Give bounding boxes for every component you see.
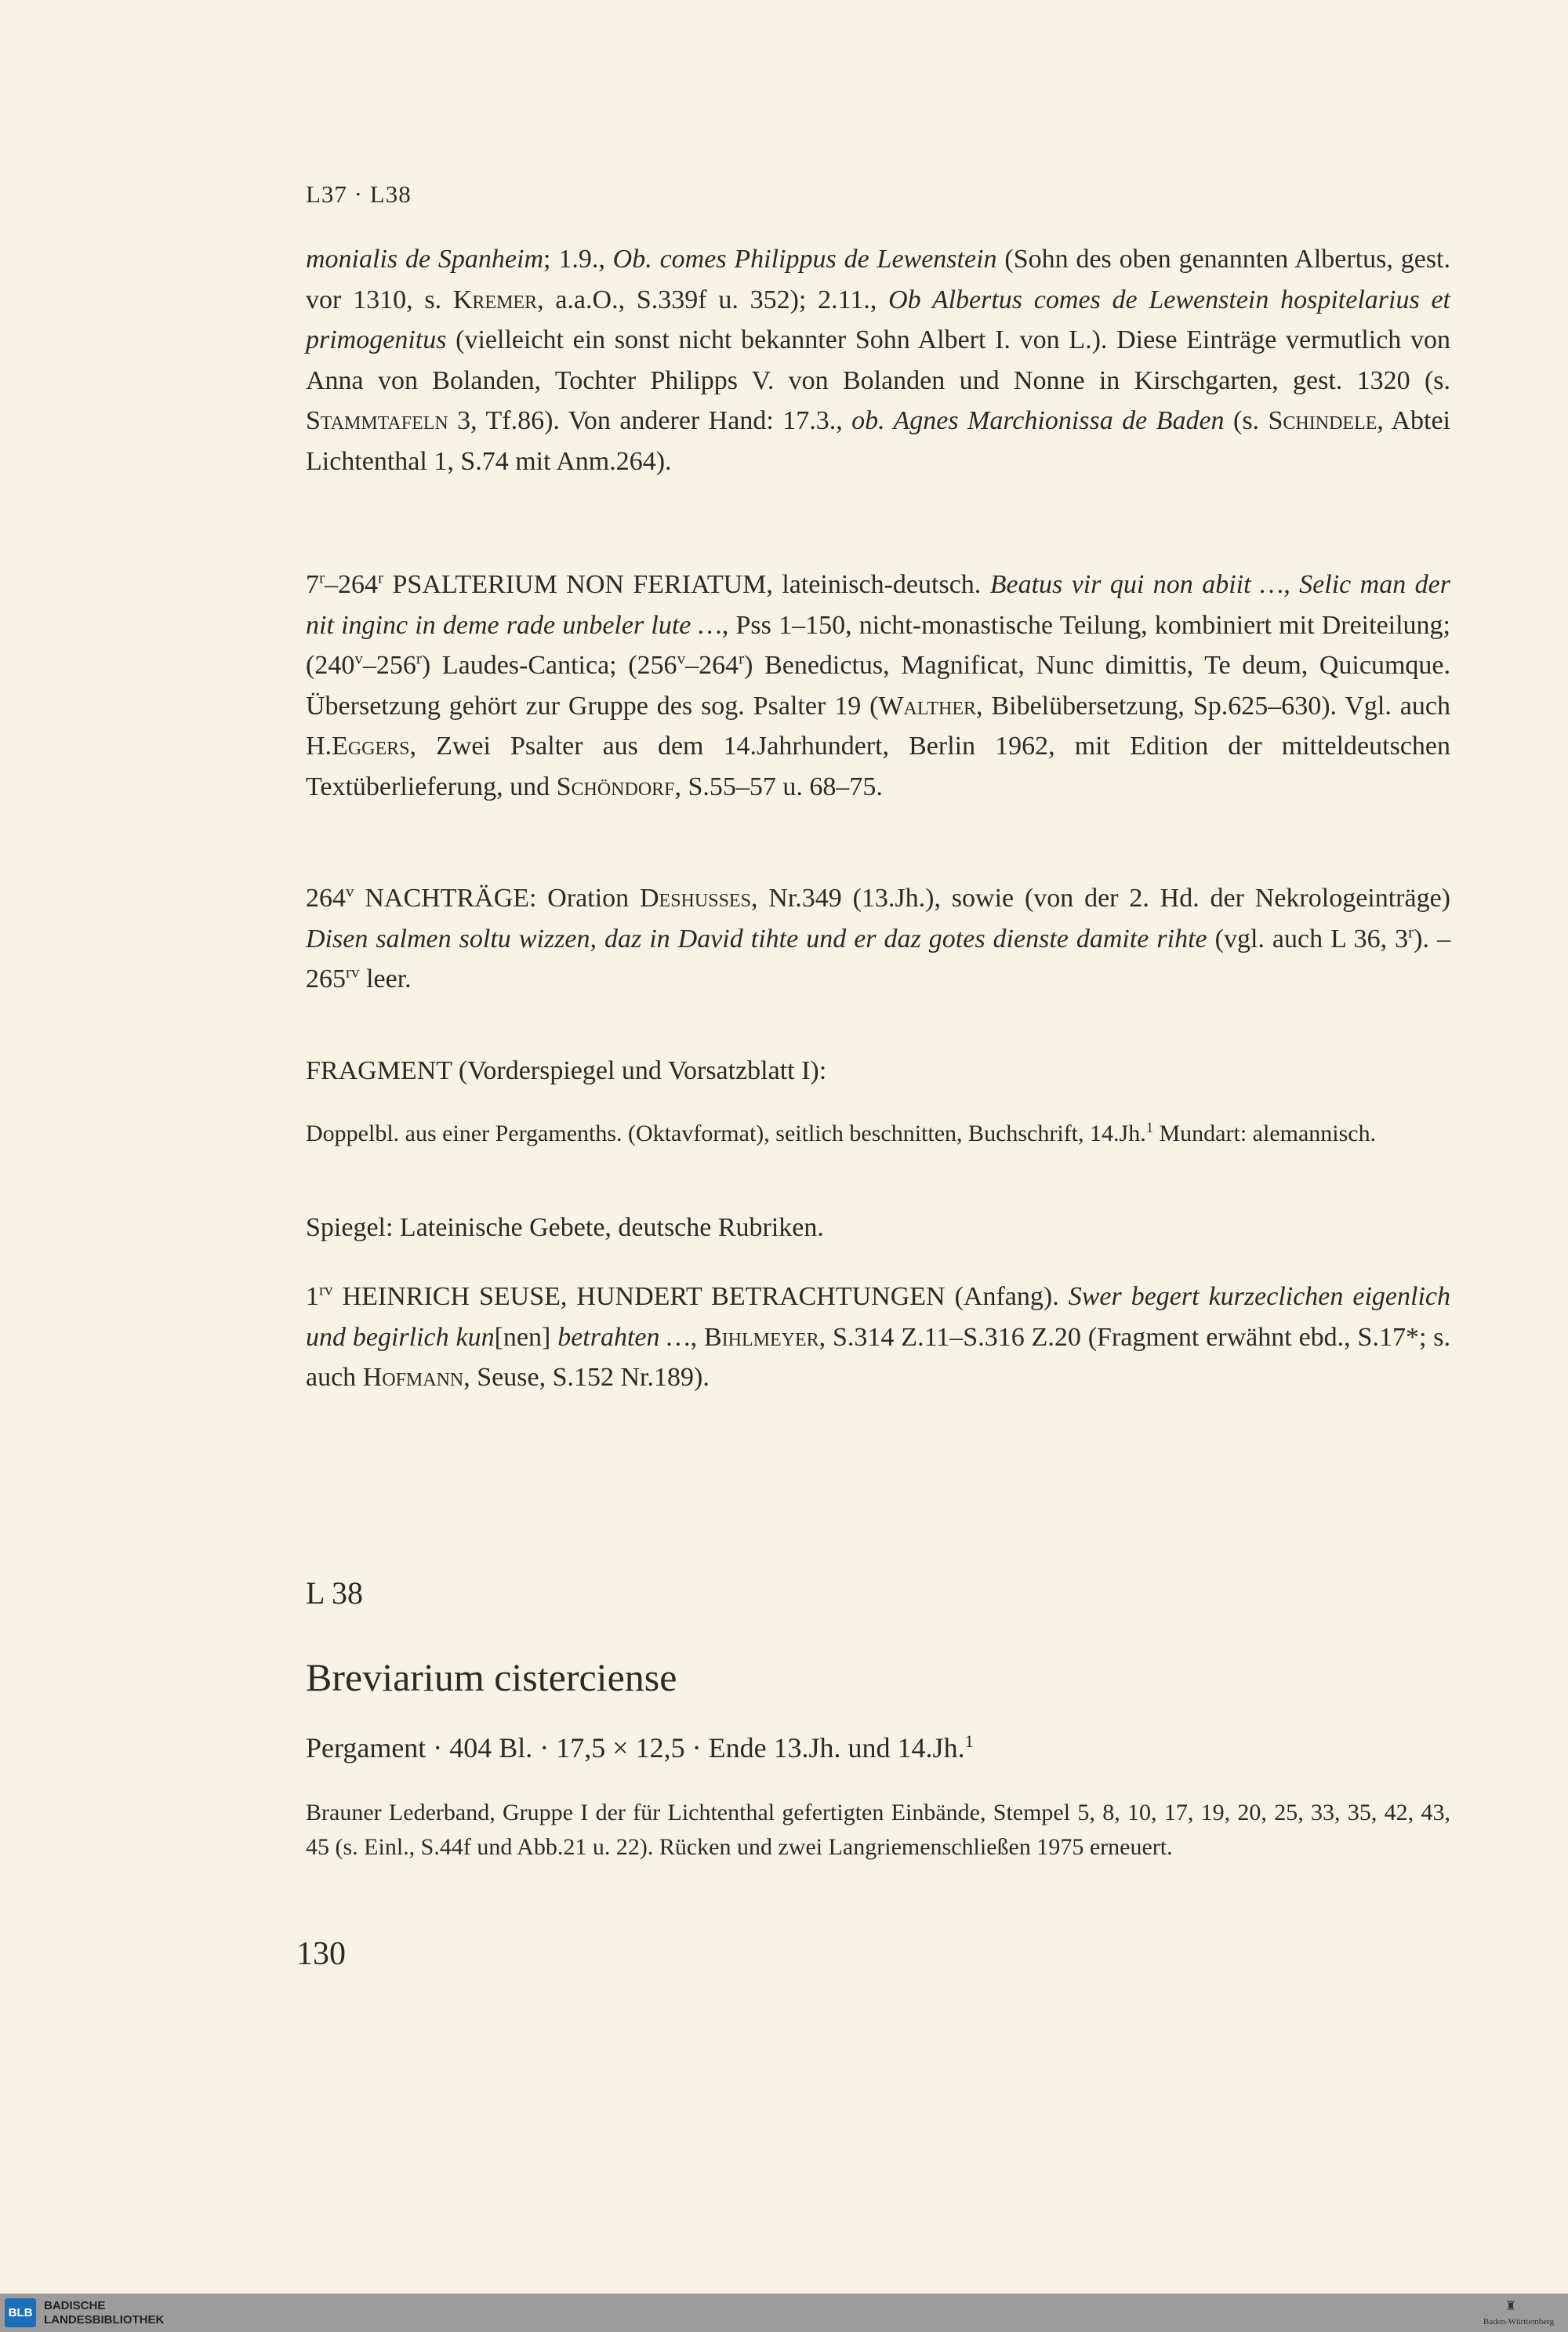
running-header: L37 · L38 bbox=[306, 180, 412, 208]
paragraph-nachtraege: 264$^v$ NACHTRÄGE: Oration Deshusses, Nr.349 (13.Jh.), sowie (von der 2. Hd. der Nekrologeinträge) Disen salmen soltu wizzen, daz in David tihte und er daz gotes dienste damite rihte (vgl. auch L 36, 3$^r$). – $265^{rv}$ leer. bbox=[306, 881, 1451, 993]
blb-logo[interactable]: BLB bbox=[5, 2298, 36, 2327]
coat-of-arms-icon: ♜ bbox=[1505, 2300, 1517, 2313]
entry-siglum: L 38 bbox=[306, 1575, 363, 1611]
page-number: 130 bbox=[296, 1936, 346, 1972]
paragraph-seuse: $1^{rv}$ HEINRICH SEUSE, HUNDERT BETRACHTUNGEN (Anfang). Swer begert kurzeclichen eigenlich und begirlich kun[nen] betrahten …, Bihlmeyer, S.314 Z.11–S.316 Z.20 (Fragment erwähnt ebd., S.17*; s. auch Hofmann, Seuse, S.152 Nr.189). bbox=[306, 1280, 1451, 1392]
fragment-spiegel: Spiegel: Lateinische Gebete, deutsche Rubriken. bbox=[306, 1213, 824, 1242]
library-name: BADISCHE LANDESBIBLIOTHEK bbox=[44, 2299, 165, 2327]
state-label: Baden-Württemberg bbox=[1483, 2317, 1555, 2327]
fragment-heading: FRAGMENT (Vorderspiegel und Vorsatzblatt I): bbox=[306, 1056, 827, 1085]
library-footer-bar bbox=[0, 2294, 1568, 2332]
paragraph-necrology: monialis de Spanheim; 1.9., Ob. comes Philippus de Lewenstein (Sohn des oben genannten Albertus, gest. vor 1310, s. Kremer, a.a.O., S.339f u. 352); 2.11., Ob Albertus comes de Lewenstein hospitelarius et primogenitus (vielleicht ein sonst nicht bekannter Sohn Albert I. von L.). Diese Einträge vermutlich von Anna von Bolanden, Tochter Philipps V. von Bolanden und Nonne in Kirschgarten, gest. 1320 (s. Stammtafeln 3, Tf.86). Von anderer Hand: 17.3., ob. Agnes Marchionissa de Baden (s. Schindele, Abtei Lichtenthal 1, S.74 mit Anm.264). bbox=[306, 245, 1450, 476]
paragraph-psalterium: 7$^r$–264$^r$ PSALTERIUM NON FERIATUM, lateinisch-deutsch. Beatus vir qui non abiit …, Selic man der nit inginc in deme rade unbeler lute …, Pss 1–150, nicht-monastische Teilung, kombiniert mit Dreiteilung; (240$^v$–256$^r$) Laudes-Cantica; (256$^v$–264$^r$) Benedictus, Magnificat, Nunc dimittis, Te deum, Quicumque. Übersetzung gehört zur Gruppe des sog. Psalter 19 (Walther, Bibelübersetzung, Sp.625–630). Vgl. auch H.Eggers, Zwei Psalter aus dem 14.Jahrhundert, Berlin 1962, mit Edition der mitteldeutschen Textüberlieferung, und Schöndorf, S.55–57 u. 68–75. bbox=[306, 568, 1451, 801]
entry-title: Breviarium cisterciense bbox=[306, 1655, 677, 1699]
entry-summary: Pergament · 404 Bl. · 17,5 × 12,5 · Ende 13.Jh. und 14.Jh.$^1$ bbox=[306, 1731, 974, 1764]
entry-binding: Brauner Lederband, Gruppe I der für Lichtenthal gefertigten Einbände, Stempel 5, 8, 10, 17, 19, 20, 25, 33, 35, 42, 43, 45 (s. Einl., S.44f und Abb.21 u. 22). Rücken und zwei Langriemenschließen 1975 erneuert. bbox=[306, 1800, 1450, 1860]
fragment-description: Doppelbl. aus einer Pergamenths. (Oktavformat), seitlich beschnitten, Buchschrift, 14.Jh.$^1$ Mundart: alemannisch. bbox=[306, 1120, 1377, 1146]
